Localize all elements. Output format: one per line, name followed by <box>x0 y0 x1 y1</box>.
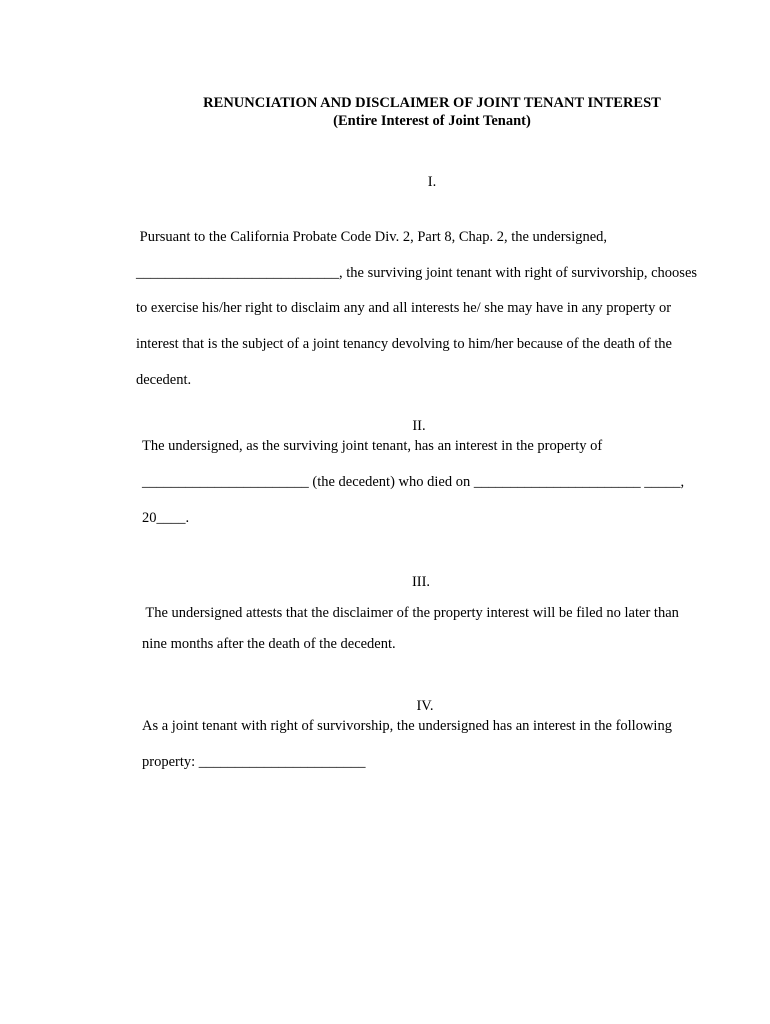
document-title: RENUNCIATION AND DISCLAIMER OF JOINT TENANT INTEREST <box>203 95 661 111</box>
section-4-line-2: property: _______________________ <box>142 754 366 770</box>
section-2-line-1: The undersigned, as the surviving joint tenant, has an interest in the property of <box>142 438 603 454</box>
section-3-heading: III. <box>411 574 431 590</box>
section-1-heading: I. <box>427 174 437 190</box>
section-4-heading: IV. <box>416 698 434 714</box>
section-1-line-1: Pursuant to the California Probate Code Div. 2, Part 8, Chap. 2, the undersigned, <box>136 229 608 245</box>
section-2-heading: II. <box>412 418 426 434</box>
section-1-line-4: interest that is the subject of a joint tenancy devolving to him/her because of the death of the <box>136 336 672 352</box>
section-3-line-2: nine months after the death of the decedent. <box>142 636 396 652</box>
section-1-line-3: to exercise his/her right to disclaim any and all interests he/ she may have in any property or <box>136 300 672 316</box>
document-subtitle: (Entire Interest of Joint Tenant) <box>333 113 531 129</box>
section-1-line-2: ____________________________, the surviving joint tenant with right of survivorship, chooses <box>136 265 698 281</box>
section-1-line-5: decedent. <box>136 372 192 388</box>
section-2-line-3: 20____. <box>142 510 190 526</box>
section-3-line-1: The undersigned attests that the disclaimer of the property interest will be filed no later than <box>142 605 679 621</box>
section-4-line-1: As a joint tenant with right of survivorship, the undersigned has an interest in the following <box>142 718 672 734</box>
section-2-line-2: _______________________ (the decedent) who died on _______________________ _____, <box>142 474 685 490</box>
